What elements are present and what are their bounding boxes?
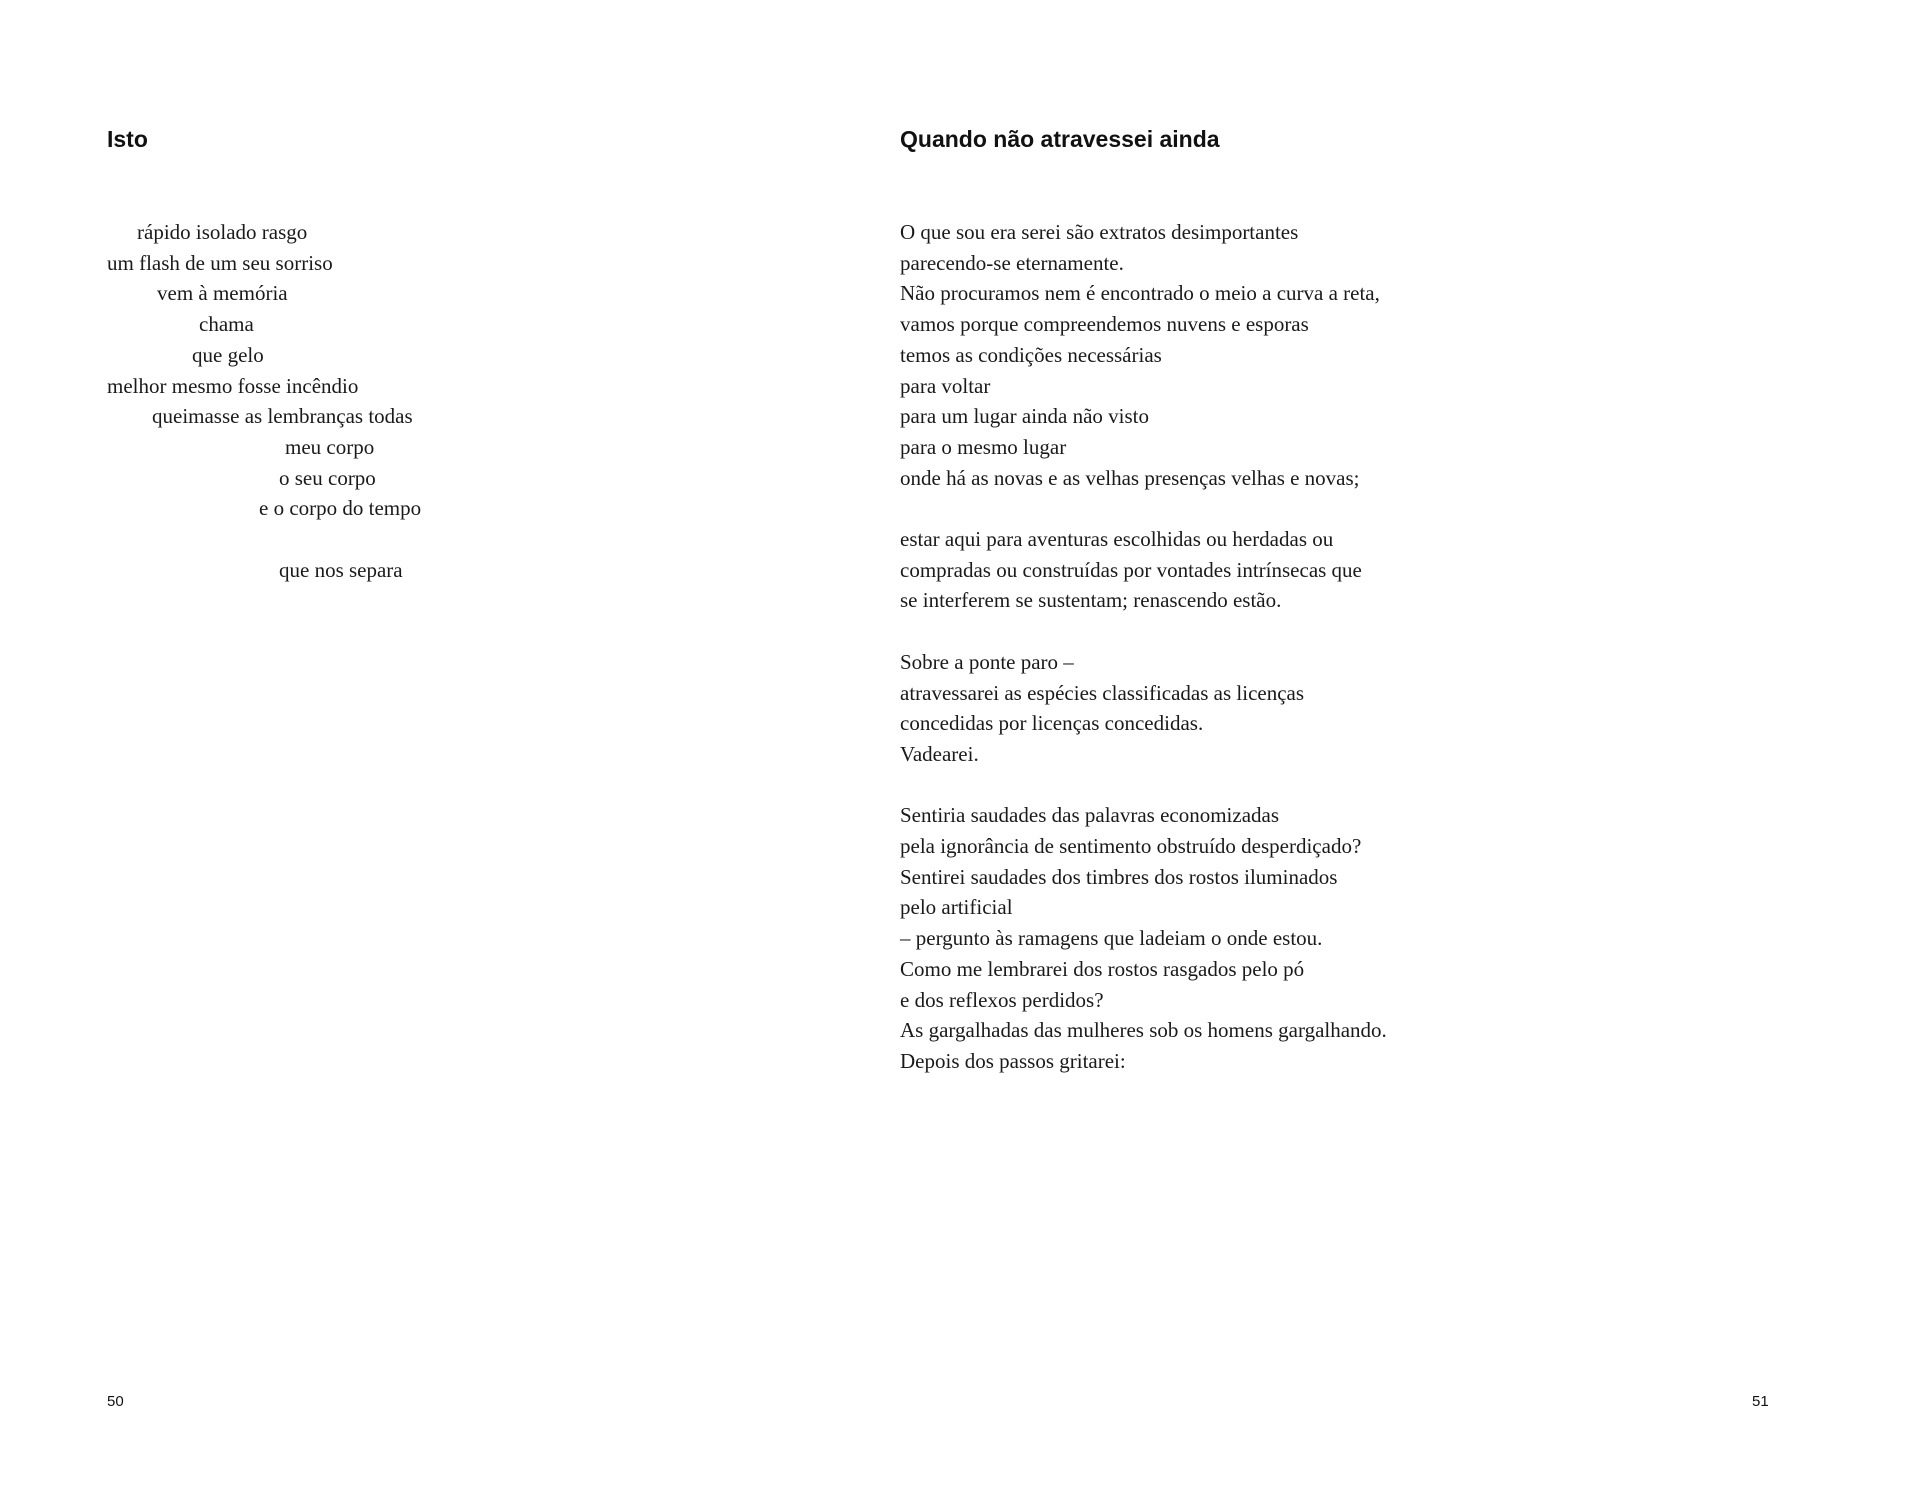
poem-line: para voltar [900, 373, 991, 398]
poem-line: Sobre a ponte paro – [900, 649, 1074, 674]
left-page-number: 50 [107, 1393, 124, 1410]
poem-line: Como me lembrarei dos rostos rasgados pelo pó [900, 956, 1305, 981]
poem-line: pela ignorância de sentimento obstruído desperdiçado? [900, 834, 1362, 859]
stanza [900, 524, 1387, 616]
poem-line: meu corpo [285, 434, 375, 459]
poem-line: e dos reflexos perdidos? [900, 987, 1104, 1012]
right-page-number: 51 [1752, 1393, 1769, 1410]
poem-line: Sentirei saudades dos timbres dos rostos iluminados [900, 864, 1338, 889]
poem-line: e o corpo do tempo [259, 496, 422, 521]
stanza [900, 217, 1387, 493]
poem-line: para um lugar ainda não visto [900, 404, 1150, 429]
poem-line: que nos separa [279, 557, 403, 582]
poem-line: parecendo-se eternamente. [900, 250, 1124, 275]
poem-line: rápido isolado rasgo [137, 220, 308, 244]
poem-line: Não procuramos nem é encontrado o meio a curva a reta, [900, 281, 1380, 306]
poem-line: Depois dos passos gritarei: [900, 1048, 1126, 1073]
poem-line: O que sou era serei são extratos desimportantes [900, 220, 1299, 244]
stanza [900, 800, 1387, 1076]
poem-line: – pergunto às ramagens que ladeiam o onde estou. [900, 926, 1323, 951]
poem-line: queimasse as lembranças todas [152, 404, 413, 429]
poem-line: vem à memória [157, 281, 288, 306]
poem-line: se interferem se sustentam; renascendo estão. [900, 588, 1282, 613]
poem-line: Vadearei. [900, 741, 979, 766]
left-poem [107, 217, 421, 585]
poem-line: melhor mesmo fosse incêndio [107, 373, 359, 398]
right-poem-title: Quando não atravessei ainda [900, 126, 1220, 152]
right-poem [900, 217, 1387, 1077]
stanza [107, 555, 421, 586]
poem-line: vamos porque compreendemos nuvens e esporas [900, 312, 1309, 337]
poem-line: chama [199, 312, 254, 337]
poem-line: onde há as novas e as velhas presenças velhas e novas; [900, 465, 1360, 490]
poem-line: para o mesmo lugar [900, 434, 1067, 459]
poem-line: que gelo [192, 342, 264, 367]
poem-line: o seu corpo [279, 465, 376, 490]
poem-line: As gargalhadas das mulheres sob os homens gargalhando. [900, 1018, 1387, 1043]
poem-line: concedidas por licenças concedidas. [900, 711, 1204, 736]
poem-line: um flash de um seu sorriso [107, 250, 333, 275]
poem-line: Sentiria saudades das palavras economizadas [900, 803, 1280, 828]
poem-line: pelo artificial [900, 895, 1013, 920]
poem-line: estar aqui para aventuras escolhidas ou herdadas ou [900, 527, 1334, 552]
poem-line: temos as condições necessárias [900, 342, 1162, 367]
stanza [900, 647, 1387, 770]
poem-line: atravessarei as espécies classificadas as licenças [900, 680, 1305, 705]
stanza [107, 217, 421, 524]
poem-line: compradas ou construídas por vontades intrínsecas que [900, 557, 1362, 582]
left-poem-title: Isto [107, 126, 148, 152]
